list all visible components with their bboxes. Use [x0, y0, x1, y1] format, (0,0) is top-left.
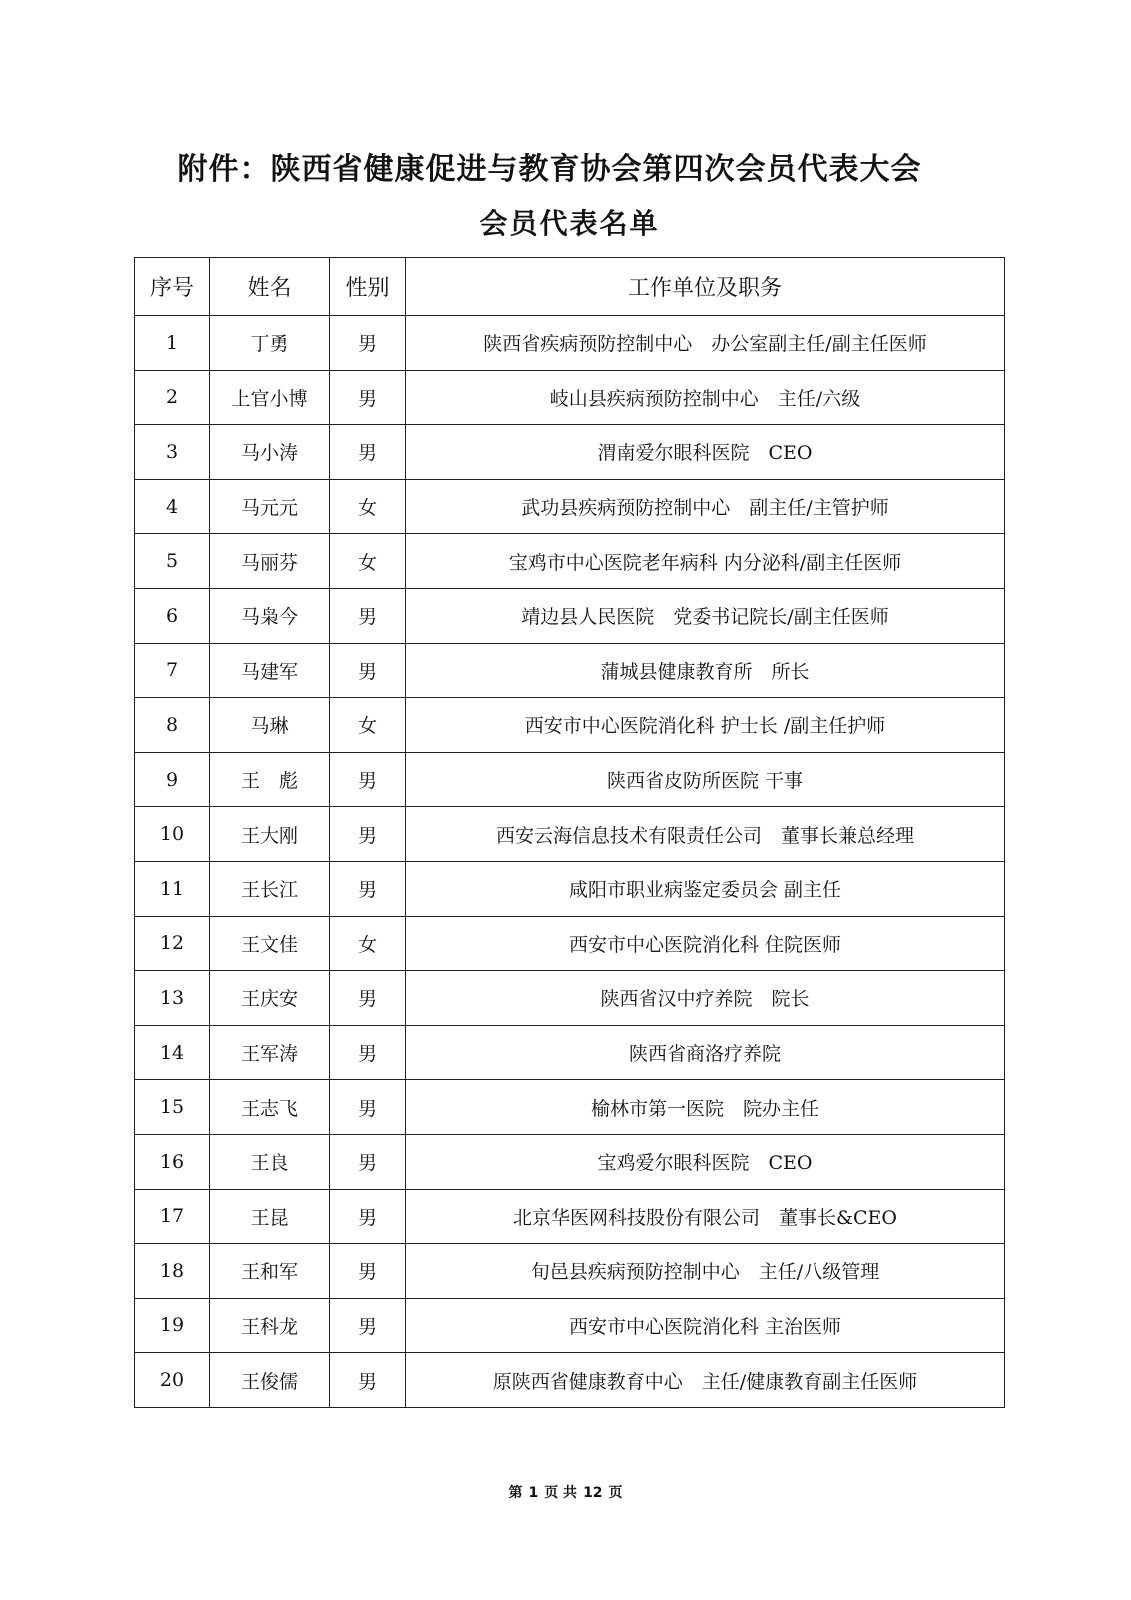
- cell-name: 王科龙: [210, 1298, 330, 1353]
- table-row: [135, 588, 1005, 643]
- cell-name: 马枭今: [210, 588, 330, 643]
- cell-name: 马建军: [210, 643, 330, 698]
- header-name: 姓名: [210, 258, 330, 316]
- cell-workplace: 宝鸡市中心医院老年病科 内分泌科/副主任医师: [406, 534, 1005, 589]
- cell-name: 王志飞: [210, 1080, 330, 1135]
- cell-gender: 男: [330, 1134, 406, 1189]
- footer-prefix: 第: [508, 1485, 523, 1501]
- table-row: [135, 479, 1005, 534]
- cell-workplace: 咸阳市职业病鉴定委员会 副主任: [406, 861, 1005, 916]
- cell-index: 12: [135, 916, 210, 971]
- footer-middle: 页 共: [544, 1485, 578, 1501]
- table-row: [135, 1353, 1005, 1408]
- cell-workplace: 渭南爱尔眼科医院 CEO: [406, 425, 1005, 480]
- cell-index: 11: [135, 861, 210, 916]
- cell-workplace: 蒲城县健康教育所 所长: [406, 643, 1005, 698]
- cell-index: 15: [135, 1080, 210, 1135]
- table-row: [135, 1080, 1005, 1135]
- cell-workplace: 宝鸡爱尔眼科医院 CEO: [406, 1134, 1005, 1189]
- cell-gender: 男: [330, 643, 406, 698]
- header-gender: 性别: [330, 258, 406, 316]
- document-subtitle: [0, 202, 1131, 242]
- page-footer: [0, 1482, 1131, 1502]
- table-row: [135, 698, 1005, 753]
- cell-name: 马小涛: [210, 425, 330, 480]
- cell-name: 马琳: [210, 698, 330, 753]
- cell-workplace: 岐山县疾病预防控制中心 主任/六级: [406, 370, 1005, 425]
- table-header-row: [135, 258, 1005, 316]
- table-body: [135, 316, 1005, 1408]
- table-row: [135, 1025, 1005, 1080]
- cell-gender: 男: [330, 971, 406, 1026]
- cell-gender: 男: [330, 425, 406, 480]
- cell-index: 2: [135, 370, 210, 425]
- cell-gender: 男: [330, 1298, 406, 1353]
- cell-name: 王俊儒: [210, 1353, 330, 1408]
- cell-workplace: 西安市中心医院消化科 主治医师: [406, 1298, 1005, 1353]
- cell-name: 王和军: [210, 1244, 330, 1299]
- cell-workplace: 陕西省商洛疗养院: [406, 1025, 1005, 1080]
- cell-workplace: 陕西省疾病预防控制中心 办公室副主任/副主任医师: [406, 316, 1005, 371]
- cell-index: 7: [135, 643, 210, 698]
- cell-name: 王大刚: [210, 807, 330, 862]
- cell-name: 王昆: [210, 1189, 330, 1244]
- cell-workplace: 陕西省皮防所医院 干事: [406, 752, 1005, 807]
- cell-name: 王长江: [210, 861, 330, 916]
- table-row: [135, 807, 1005, 862]
- table-row: [135, 752, 1005, 807]
- cell-name: 王良: [210, 1134, 330, 1189]
- cell-gender: 男: [330, 1353, 406, 1408]
- cell-index: 4: [135, 479, 210, 534]
- table-row: [135, 316, 1005, 371]
- cell-gender: 男: [330, 752, 406, 807]
- document-title: [0, 144, 1131, 188]
- cell-index: 20: [135, 1353, 210, 1408]
- cell-workplace: 原陕西省健康教育中心 主任/健康教育副主任医师: [406, 1353, 1005, 1408]
- cell-name: 马丽芬: [210, 534, 330, 589]
- cell-index: 14: [135, 1025, 210, 1080]
- cell-workplace: 榆林市第一医院 院办主任: [406, 1080, 1005, 1135]
- cell-index: 9: [135, 752, 210, 807]
- cell-workplace: 陕西省汉中疗养院 院长: [406, 971, 1005, 1026]
- table-row: [135, 1244, 1005, 1299]
- member-roster-table: [134, 257, 1005, 1408]
- cell-gender: 男: [330, 1244, 406, 1299]
- cell-workplace: 北京华医网科技股份有限公司 董事长&CEO: [406, 1189, 1005, 1244]
- table-row: [135, 643, 1005, 698]
- cell-workplace: 西安云海信息技术有限责任公司 董事长兼总经理: [406, 807, 1005, 862]
- cell-gender: 女: [330, 916, 406, 971]
- cell-index: 10: [135, 807, 210, 862]
- cell-index: 17: [135, 1189, 210, 1244]
- cell-name: 王文佳: [210, 916, 330, 971]
- table-row: [135, 370, 1005, 425]
- footer-total-pages: 12: [583, 1485, 603, 1501]
- cell-gender: 男: [330, 1025, 406, 1080]
- cell-gender: 女: [330, 479, 406, 534]
- cell-index: 5: [135, 534, 210, 589]
- cell-workplace: 西安市中心医院消化科 住院医师: [406, 916, 1005, 971]
- cell-gender: 女: [330, 534, 406, 589]
- cell-index: 6: [135, 588, 210, 643]
- cell-index: 1: [135, 316, 210, 371]
- cell-gender: 女: [330, 698, 406, 753]
- cell-gender: 男: [330, 370, 406, 425]
- title-line-2: 会员代表名单: [479, 207, 660, 240]
- cell-name: 马元元: [210, 479, 330, 534]
- cell-gender: 男: [330, 861, 406, 916]
- table-row: [135, 1298, 1005, 1353]
- cell-index: 19: [135, 1298, 210, 1353]
- cell-index: 13: [135, 971, 210, 1026]
- cell-index: 16: [135, 1134, 210, 1189]
- cell-name: 上官小博: [210, 370, 330, 425]
- table-row: [135, 425, 1005, 480]
- cell-workplace: 西安市中心医院消化科 护士长 /副主任护师: [406, 698, 1005, 753]
- cell-workplace: 靖边县人民医院 党委书记院长/副主任医师: [406, 588, 1005, 643]
- footer-page-number: 1: [528, 1485, 539, 1501]
- cell-workplace: 武功县疾病预防控制中心 副主任/主管护师: [406, 479, 1005, 534]
- table-row: [135, 916, 1005, 971]
- cell-name: 王军涛: [210, 1025, 330, 1080]
- cell-name: 王 彪: [210, 752, 330, 807]
- cell-index: 3: [135, 425, 210, 480]
- cell-gender: 男: [330, 588, 406, 643]
- table-row: [135, 861, 1005, 916]
- table-row: [135, 971, 1005, 1026]
- cell-gender: 男: [330, 316, 406, 371]
- cell-name: 丁勇: [210, 316, 330, 371]
- footer-suffix: 页: [608, 1485, 623, 1501]
- table-row: [135, 534, 1005, 589]
- header-index: 序号: [135, 258, 210, 316]
- cell-gender: 男: [330, 1189, 406, 1244]
- cell-workplace: 旬邑县疾病预防控制中心 主任/八级管理: [406, 1244, 1005, 1299]
- table-row: [135, 1134, 1005, 1189]
- cell-gender: 男: [330, 807, 406, 862]
- title-line-1: 附件：陕西省健康促进与教育协会第四次会员代表大会: [177, 152, 922, 187]
- header-workplace: 工作单位及职务: [406, 258, 1005, 316]
- cell-name: 王庆安: [210, 971, 330, 1026]
- table-row: [135, 1189, 1005, 1244]
- cell-index: 18: [135, 1244, 210, 1299]
- cell-gender: 男: [330, 1080, 406, 1135]
- cell-index: 8: [135, 698, 210, 753]
